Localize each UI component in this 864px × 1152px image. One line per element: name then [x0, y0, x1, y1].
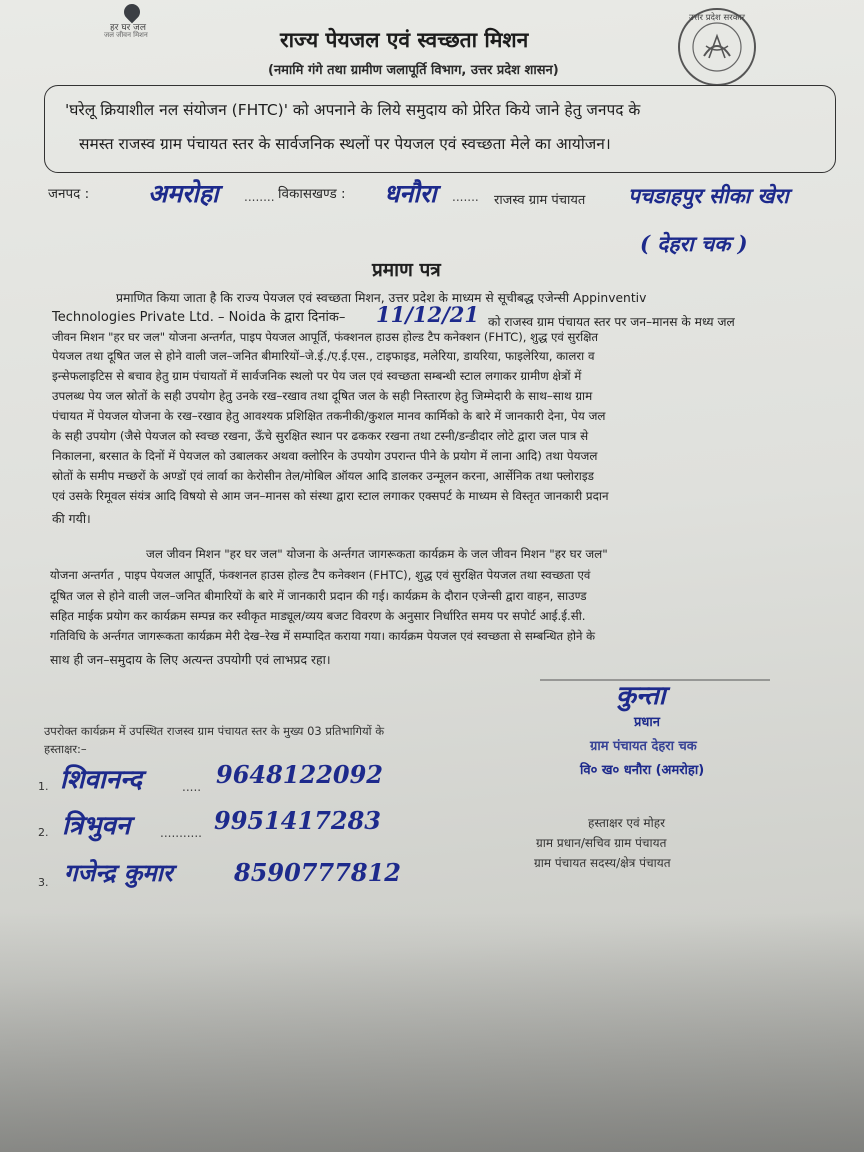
para2-line: जल जीवन मिशन "हर घर जल" योजना के अर्न्तगत जागरूकता कार्यक्रम के जल जीवन मिशन "हर घर जल" [146, 547, 608, 561]
participant-dots: ..... [182, 780, 202, 794]
certificate-heading: प्रमाण पत्र [372, 259, 441, 281]
participant-name: त्रिभुवन [62, 811, 131, 841]
para2-line: दूषित जल से होने वाली जल–जनित बीमारियों के बारे में जानकारी प्रदान की गई। कार्यक्रम के दौरान एजेन्सी द्वारा वाहन, साउण्ड [50, 589, 587, 603]
event-title-box [44, 85, 836, 173]
vikaskhand-value: धनौरा [384, 179, 437, 208]
para2-line: सहित माईक प्रयोग कर कार्यक्रम सम्पन्न कर स्वीकृत माड्यूल/व्यय बजट विवरण के अनुसार निर्धारित समय पर सपोर्ट आई.ई.सी. [50, 609, 586, 623]
participants-intro: उपरोक्त कार्यक्रम में उपस्थित राजस्व ग्राम पंचायत स्तर के मुख्य 03 प्रतिभागियों के [44, 724, 385, 738]
participant-name: शिवानन्द [60, 765, 142, 795]
stamp-line2: ग्राम पंचायत देहरा चक [590, 739, 697, 754]
panchayat-value: पचडाहपुर सीका खेरा [628, 183, 789, 208]
para1-line: जीवन मिशन "हर घर जल" योजना अन्तर्गत, पाइप पेयजल आपूर्ति, फंक्शनल हाउस होल्ड टैप कनेक्शन (FHTC), शुद्ध एवं सुरक्षित [52, 330, 599, 344]
sign-block-line2: ग्राम प्रधान/सचिव ग्राम पंचायत [536, 836, 667, 850]
pradhan-signature: कुन्ता [616, 681, 666, 711]
participant-number: 1. [38, 780, 49, 793]
seal-text: उत्तर प्रदेश सरकार [689, 13, 745, 23]
event-line1: 'घरेलू क्रियाशील नल संयोजन (FHTC)' को अपनाने के लिये समुदाय को प्रेरित किये जाने हेतु जनपद के [65, 101, 641, 119]
vikaskhand-label: विकासखण्ड : [278, 186, 346, 202]
para1-line: को राजस्व ग्राम पंचायत स्तर पर जन–मानस के मध्य जल [488, 315, 735, 329]
participant-phone: 9648122092 [216, 760, 383, 789]
para1-line: स्रोतों के समीप मच्छरों के अण्डों एवं लार्वा का केरोसीन तेल/मोबिल ऑयल आदि डालकर उन्मूलन करना, आर्सेनिक तथा फ्लोराइड [52, 469, 594, 483]
para2-line: योजना अन्तर्गत , पाइप पेयजल आपूर्ति, फंक्शनल हाउस होल्ड टैप कनेक्शन (FHTC), शुद्ध एवं सुरक्षित पेयजल तथा स्वच्छता एवं [50, 568, 591, 582]
photo-shadow [0, 912, 864, 1152]
sign-block-line1: हस्ताक्षर एवं मोहर [588, 816, 666, 830]
sign-block-line3: ग्राम पंचायत सदस्य/क्षेत्र पंचायत [534, 856, 671, 870]
para1-line: Technologies Private Ltd. – Noida के द्वारा दिनांक– [52, 310, 346, 325]
participant-name: गजेन्द्र कुमार [64, 858, 173, 887]
para1-line: की गयी। [52, 511, 91, 526]
panchayat-label: राजस्व ग्राम पंचायत [494, 193, 586, 208]
event-line2: समस्त राजस्व ग्राम पंचायत स्तर के सार्वजनिक स्थलों पर पेयजल एवं स्वच्छता मेले का आयोजन। [79, 135, 611, 153]
para1-line: पंचायत में पेयजल योजना के रख–रखाव हेतु आवश्यक प्रशिक्षित तकनीकी/कुशल मानव कार्मिको के बारे में जानकारी देना, पेय जल [52, 409, 606, 423]
page-title: राज्य पेयजल एवं स्वच्छता मिशन [280, 28, 529, 52]
vikaskhand-dots: ....... [452, 190, 479, 204]
participant-phone: 9951417283 [214, 806, 381, 835]
participant-phone: 8590777812 [234, 858, 401, 887]
janpad-value: अमरोहा [148, 179, 219, 208]
participants-intro-2: हस्ताक्षर:– [44, 742, 87, 756]
stamp-line1: प्रधान [634, 715, 660, 730]
para1-line: निकालना, बरसात के दिनों में पेयजल को उबालकर अथवा क्लोरिन के उपयोग उपरान्त पीने के प्रयोग में लाना आदि) तथा पेयजल [52, 449, 598, 463]
logo-line1: हर घर जल [110, 23, 146, 33]
participant-dots: ........... [160, 826, 202, 840]
para1-line: उपलब्ध पेय जल स्रोतों के सही उपयोग हेतु उनके रख–रखाव तथा दूषित जल के सही निस्तारण हेतु जिम्मेदारी के साथ–साथ ग्राम [52, 389, 593, 403]
janpad-dots: ........ [244, 190, 275, 204]
stamp-line3: वि० ख० धनौरा (अमरोहा) [580, 763, 705, 778]
page-subtitle: (नमामि गंगे तथा ग्रामीण जलापूर्ति विभाग, उत्तर प्रदेश शासन) [268, 63, 559, 78]
para1-line: के सही उपयोग (जैसे पेयजल को स्वच्छ रखना, ऊँचे सुरक्षित स्थान पर ढककर रखना तथा टस्नी/डन्डीदार लोटे द्वारा जल पात्र से [52, 429, 589, 443]
logo-line2: जल जीवन मिशन [104, 31, 148, 39]
para1-line: इन्सेफलाइटिस से बचाव हेतु ग्राम पंचायतों में सार्वजनिक स्थलो पर पेय जल एवं स्वच्छता सम्बन्धी स्टाल लगाकर ग्रामीण क्षेत्रों में [52, 369, 582, 383]
participant-number: 2. [38, 826, 49, 839]
para1-line: प्रमाणित किया जाता है कि राज्य पेयजल एवं स्वच्छता मिशन, उत्तर प्रदेश के माध्यम से सूचीबद्ध एजेन्सी Appinventiv [116, 291, 647, 305]
har-ghar-jal-logo [100, 4, 170, 44]
participant-number: 3. [38, 876, 49, 889]
para1-line: एवं उसके रिमूवल संयंत्र आदि विषयो से आम जन–मानस को संस्था द्वारा स्टाल लगाकर एक्सपर्ट के माध्यम से विस्तृत जानकारी प्रदान [52, 489, 609, 503]
para2-line: साथ ही जन–समुदाय के लिए अत्यन्त उपयोगी एवं लाभप्रद रहा। [50, 652, 331, 667]
up-government-seal-icon [676, 6, 758, 88]
para2-line: गतिविधि के अर्न्तगत जागरूकता कार्यक्रम मेरी देख–रेख में सम्पादित कराया गया। कार्यक्रम पेयजल एवं स्वच्छता से सम्बन्धित होने के [50, 629, 596, 643]
para1-line: पेयजल तथा दूषित जल से होने वाली जल–जनित बीमारियों–जे.ई./ए.ई.एस., टाइफाइड, मलेरिया, डायरिया, फाइलेरिया, कालरा व [52, 349, 595, 363]
panchayat-value-secondary: ( देहरा चक ) [640, 231, 748, 256]
janpad-label: जनपद : [48, 186, 90, 202]
date-value: 11/12/21 [376, 302, 480, 327]
